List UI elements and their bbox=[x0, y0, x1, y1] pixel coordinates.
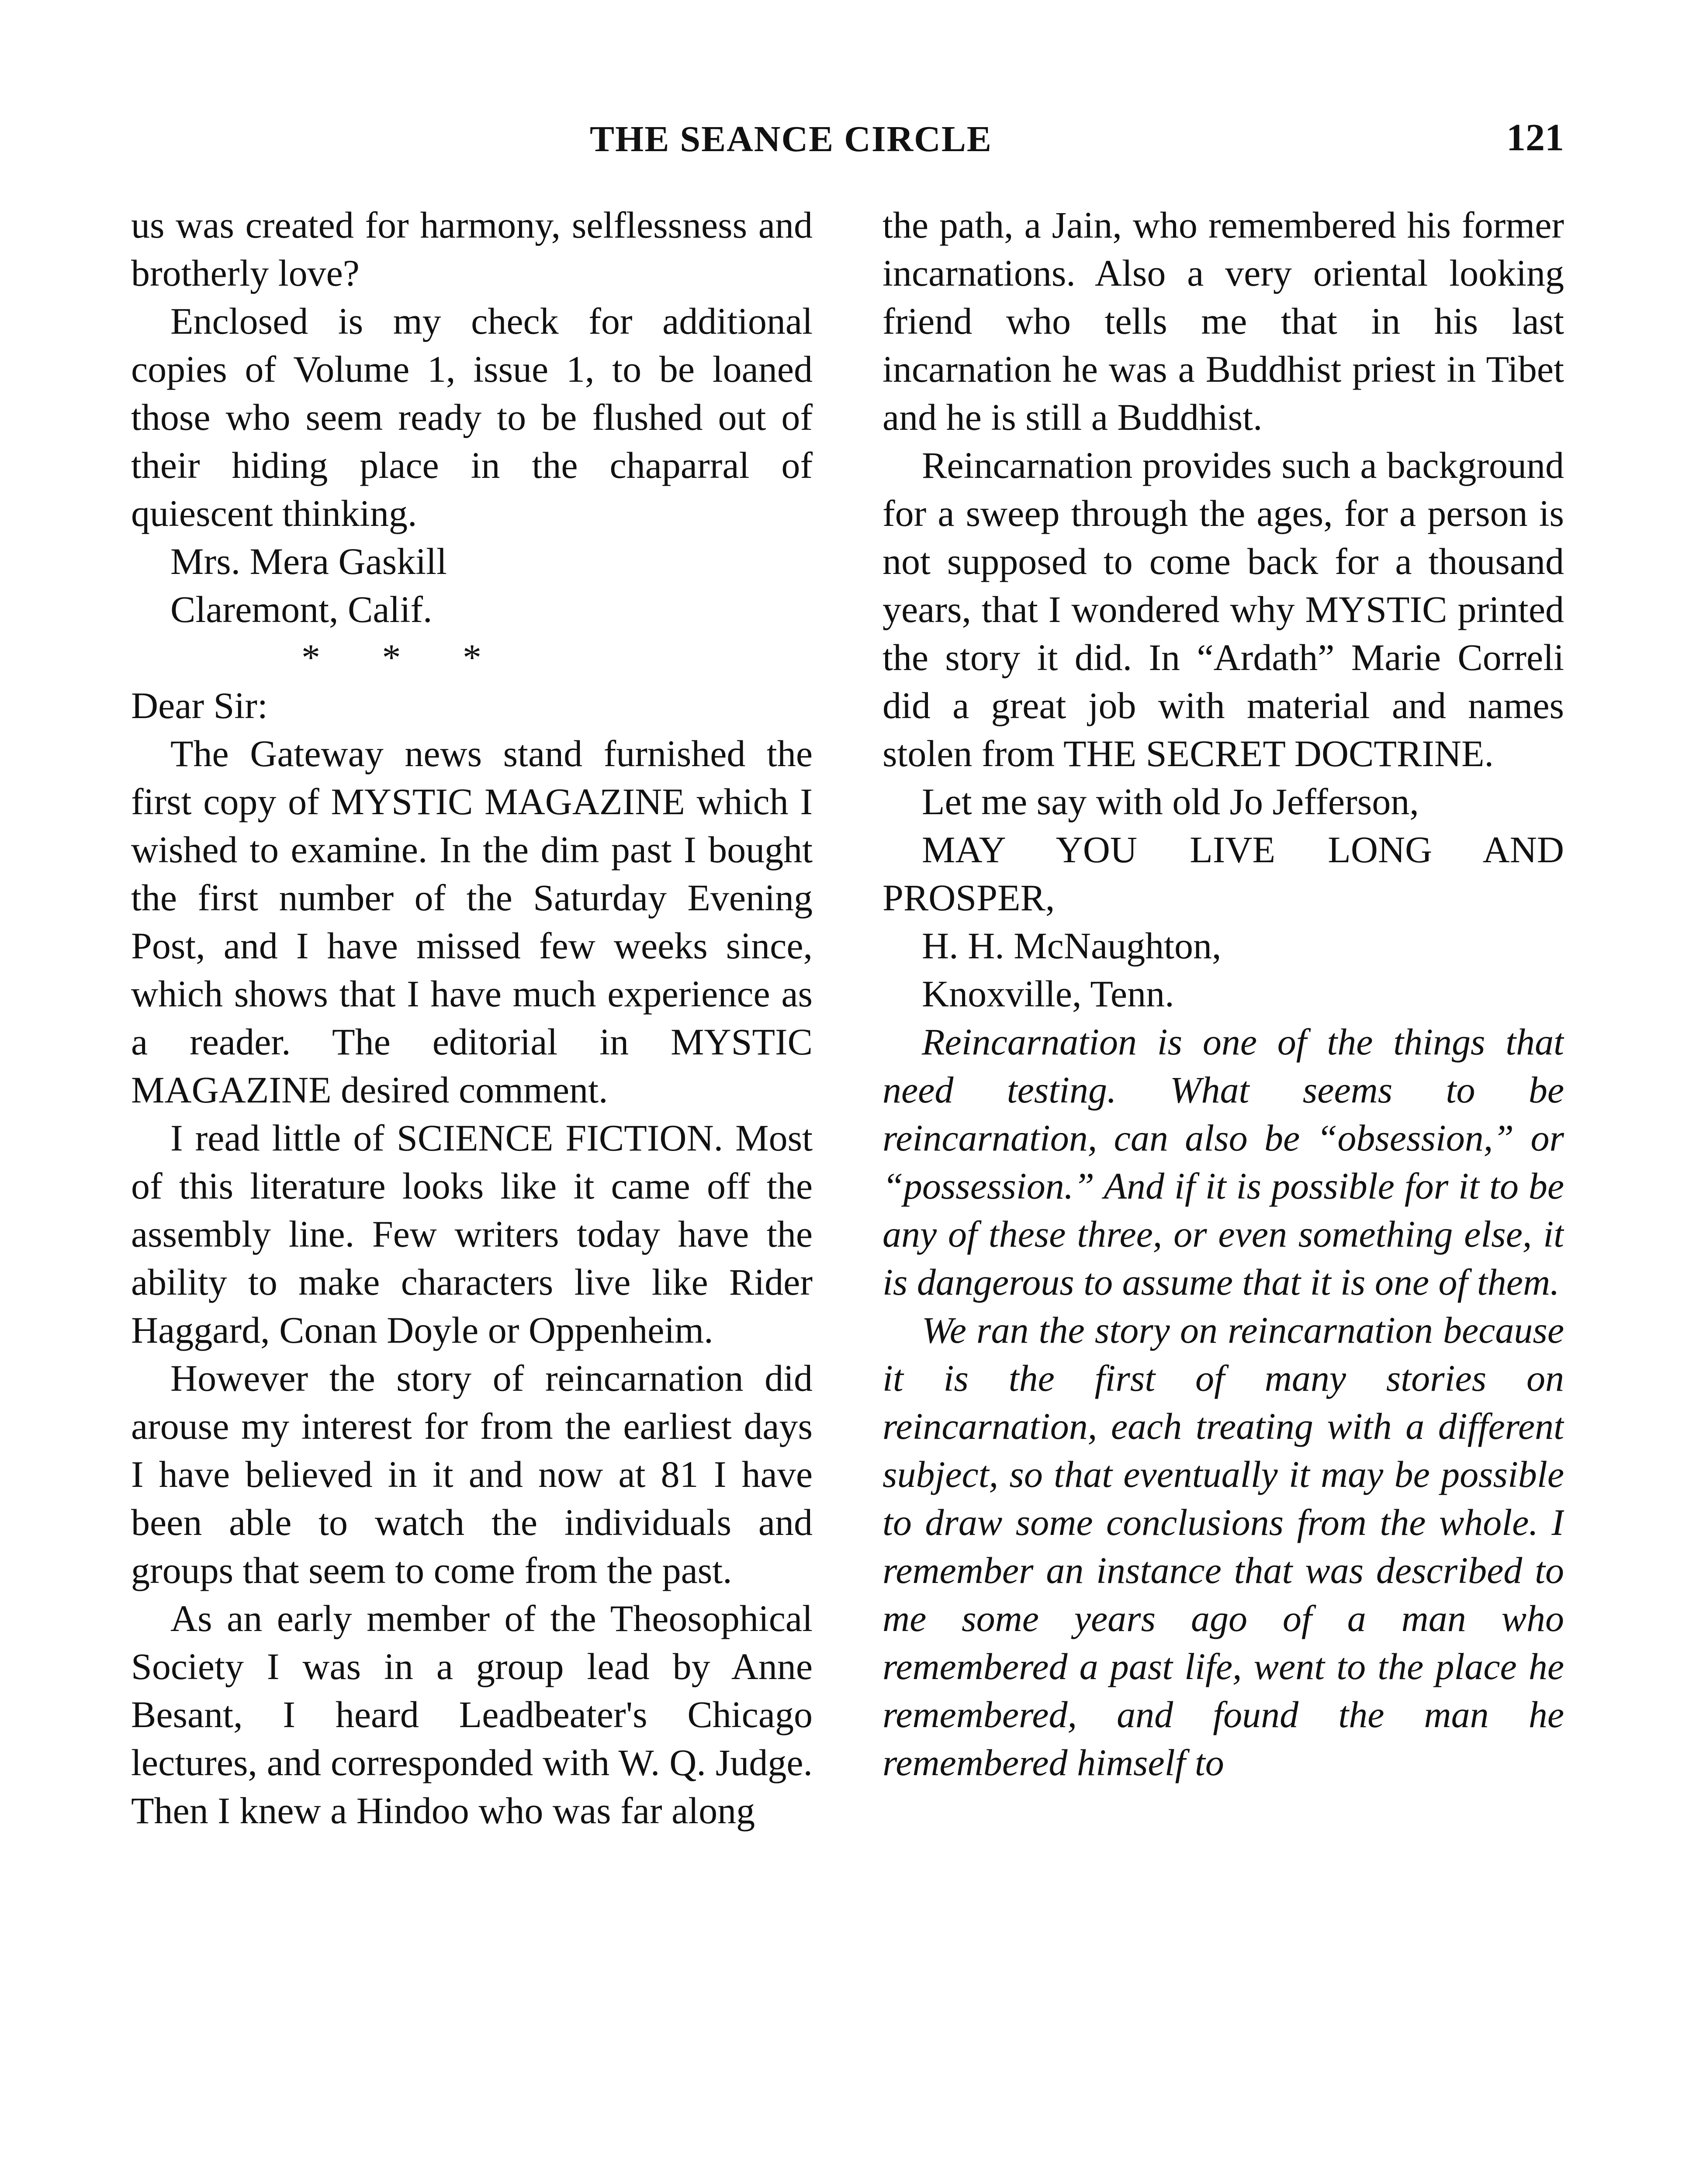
closing-line: MAY YOU LIVE LONG AND PROSPER, bbox=[883, 829, 1564, 919]
paragraph: us was created for harmony, selflessness and brotherly love? bbox=[131, 204, 813, 294]
section-separator: * * * bbox=[301, 636, 508, 678]
paragraph: The Gateway news stand furnished the first copy of MYSTIC MAGAZINE which I wished to examine. In the dim past I bought the first number of the Saturday Evening Post, and I have missed few weeks since, which shows that I have much experience as a reader. The editorial in MYSTIC MAGAZINE desired comment. bbox=[131, 733, 813, 1111]
signature-name: Mrs. Mera Gaskill bbox=[170, 540, 447, 582]
paragraph: Let me say with old Jo Jefferson, bbox=[922, 781, 1419, 822]
salutation: Dear Sir: bbox=[131, 684, 268, 726]
paragraph: As an early member of the Theosophical Society I was in a group lead by Anne Besant, I heard Leadbeater's Chicago lectures, and corresponded with W. Q. Judge. Then I knew a Hindoo who was far along bbox=[131, 1597, 813, 1832]
running-title: THE SEANCE CIRCLE bbox=[590, 119, 992, 159]
right-column bbox=[883, 201, 1564, 2184]
page-header bbox=[131, 109, 1564, 183]
signature-place: Claremont, Calif. bbox=[170, 588, 433, 630]
signature-name: H. H. McNaughton, bbox=[922, 925, 1222, 967]
paragraph: Reincarnation provides such a background for a sweep through the ages, for a person is not supposed to come back for a thousand years, that I wondered why MYSTIC printed the story it did. In “Ardath” Marie Correli did a great job with material and names stolen from THE SECRET DOCTRINE. bbox=[883, 444, 1564, 774]
paragraph: the path, a Jain, who remembered his former incarnations. Also a very oriental looking friend who tells me that in his last incarnation he was a Buddhist priest in Tibet and he is still a Buddhist. bbox=[883, 204, 1564, 438]
signature-place: Knoxville, Tenn. bbox=[922, 973, 1174, 1015]
magazine-page bbox=[131, 109, 1564, 2184]
paragraph: However the story of reincarnation did arouse my interest for from the earliest days I have believed in it and now at 81 I have been able to watch the individuals and groups that seem to come from the past. bbox=[131, 1357, 813, 1591]
page-number: 121 bbox=[1506, 117, 1564, 159]
text-columns bbox=[131, 201, 1564, 2184]
left-column bbox=[131, 201, 813, 2184]
paragraph: Enclosed is my check for additional copies of Volume 1, issue 1, to be loaned those who seem ready to be flushed out of their hiding place in the chaparral of quiescent thinking. bbox=[131, 300, 813, 534]
editor-reply-paragraph: We ran the story on reincarnation because it is the first of many stories on reincarnation, each treating with a different subject, so that eventually it may be possible to draw some conclusions from the whole. I remember an instance that was described to me some years ago of a man who remembered a past life, went to the place he remembered, and found the man he remembered himself to bbox=[883, 1309, 1564, 1783]
editor-reply-paragraph: Reincarnation is one of the things that need testing. What seems to be reincarnation, can also be “obsession,” or “possession.” And if it is possible for it to be any of these three, or even something else, it is dangerous to assume that it is one of them. bbox=[883, 1021, 1564, 1303]
paragraph: I read little of SCIENCE FICTION. Most of this literature looks like it came off the assembly line. Few writers today have the ability to make characters live like Rider Haggard, Conan Doyle or Oppenheim. bbox=[131, 1117, 813, 1351]
